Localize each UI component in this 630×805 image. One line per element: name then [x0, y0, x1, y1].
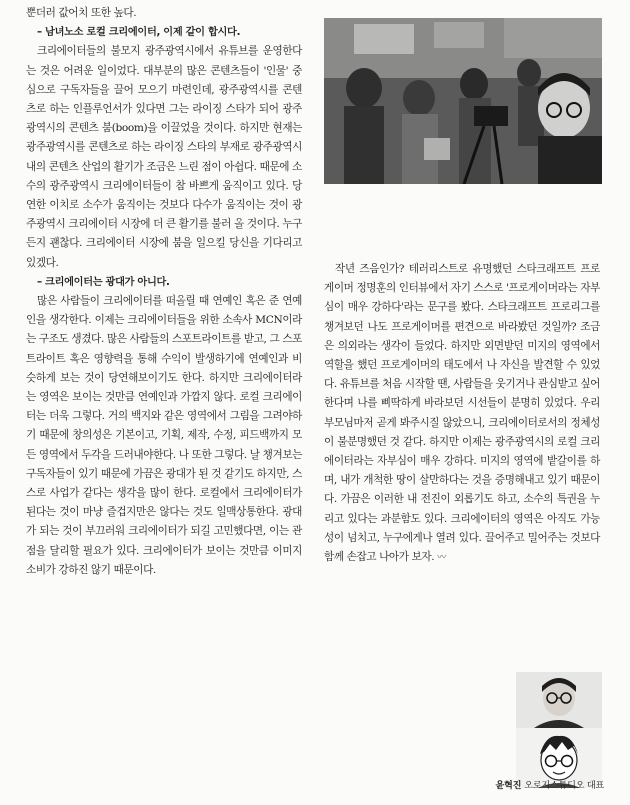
body-paragraph: 뿐더러 값어치 또한 높다.: [26, 7, 137, 19]
body-paragraph: 많은 사람들이 크리에이터를 떠올릴 때 연예인 혹은 준 연예인을 생각한다. 이제는 크리에이터들을 위한 소속사 MCN이라는 구조도 생겼다. 많은 사람들의 스포트라이트를 받고, 그 스포트라이트 혹은 영향력을 통해 수익이 발생하기에 연예인과 비슷하게 보는 것이 당연해보이기도 한다. 하지만 크리에이터라는 영역은 보이는 것만큼 연예인과 가깝지 않다. 로컬 크리에이터는 더욱 그렇다. 거의 백지와 같은 영역에서 그림을 그려야하기 때문에 창의성은 기본이고, 기획, 제작, 수정, 피드백까지 모든 영역에서 두각을 드러내야한다. 나 또한 그렇다. 날 챙겨보는 구독자들이 있기 때문에 가끔은 광대가 된 것 같기도 하지만, 스스로 사업가 같다는 생각을 많이 한다. 로컬에서 크리에이터가 된다는 것이 마냥 즐겁지만은 않다는 것도 일맥상통한다. 광대가 되는 것이 부끄러워 크리에이터가 되길 고민했다면, 이는 관점을 달리할 필요가 있다. 크리에이터가 보이는 것만큼 이미지 소비가 강하진 않기 때문이다.: [26, 295, 302, 576]
event-photo: [324, 18, 602, 184]
body-paragraph: 크리에이터들의 불모지 광주광역시에서 유튜브를 운영한다는 것은 어려운 일이었다. 대부분의 많은 콘텐츠들이 '인물' 중심으로 구독자들을 끌어 모으기 마련인데, 광주광역시를 콘텐츠로 하는 인플루언서가 있다면 그는 라이징 스타가 되어 광주광역시의 콘텐츠 붐(boom)을 이끌었을 것이다. 하지만 현재는 광주광역시를 콘텐츠로 하는 라이징 스타의 부재로 광주광역시 내의 콘텐츠 산업의 활기가 조금은 느린 점이 아쉽다. 때문에 소수의 광주광역시 크리에이터들이 참 바쁘게 움직이고 있다. 당연한 이치로 소수가 움직이는 것보다 다수가 움직이는 것이 광주광역시 크리에이터 시장에 더 큰 활기를 불러 올 것이다. 누구든지 괜찮다. 크리에이터 시장에 붐을 일으킬 당신을 기다리고 있겠다.: [26, 45, 302, 269]
section-subheading: – 크리에이터는 광대가 아니다.: [37, 276, 170, 288]
body-paragraph: [324, 260, 600, 568]
author-title: 오로지스튜디오 대표: [524, 780, 604, 791]
paragraph-text: 작년 즈음인가? 테러리스트로 유명했던 스타크래프트 프로게이머 정명훈의 인터뷰에서 자기 스스로 '프로게이머라는 자부심이 매우 강하다'라는 문구를 봤다. 스타크래프트 프로리그를 챙겨보던 나도 프로게이머를 편견으로 바라봤던 것일까? 조금은 의외라는 생각이 들었다. 하지만 외면받던 미지의 영역에서 역할을 했던 프로게이머의 태도에서 나 자신을 발견할 수 있었다. 유튜브를 처음 시작할 땐, 사람들을 웃기거나 관심받고 싶어 한다며 나를 삐딱하게 바라보던 시선들이 분명히 있었다. 우리 부모님마저 곧게 봐주시질 않았으니, 크리에이터로서의 정체성이 불분명했던 것 같다. 하지만 이제는 광주광역시의 로컬 크리에이터라는 자부심이 매우 강하다. 미지의 영역에 밭갈이를 하며, 내가 개척한 땅이 살만하다는 것을 증명해내고 있기 때문이다. 가끔은 이러한 내 전진이 외롭기도 하고, 소수의 특권을 누리고 있다는 과분함도 있다. 크리에이터의 영역은 아직도 가능성이 넘치고, 누구에게나 열려 있다. 끌어주고 밀어주는 것보다 함께 손잡고 나아가 보자.: [324, 263, 600, 564]
right-column: [324, 260, 600, 568]
end-mark-icon: 〰: [437, 553, 446, 564]
section-subheading: – 남녀노소 로컬 크리에이터, 이제 같이 합시다.: [37, 27, 241, 39]
author-name: 윤혁진: [495, 780, 522, 791]
left-column: [26, 4, 302, 580]
author-byline: [380, 777, 604, 791]
author-photo: [516, 672, 602, 728]
